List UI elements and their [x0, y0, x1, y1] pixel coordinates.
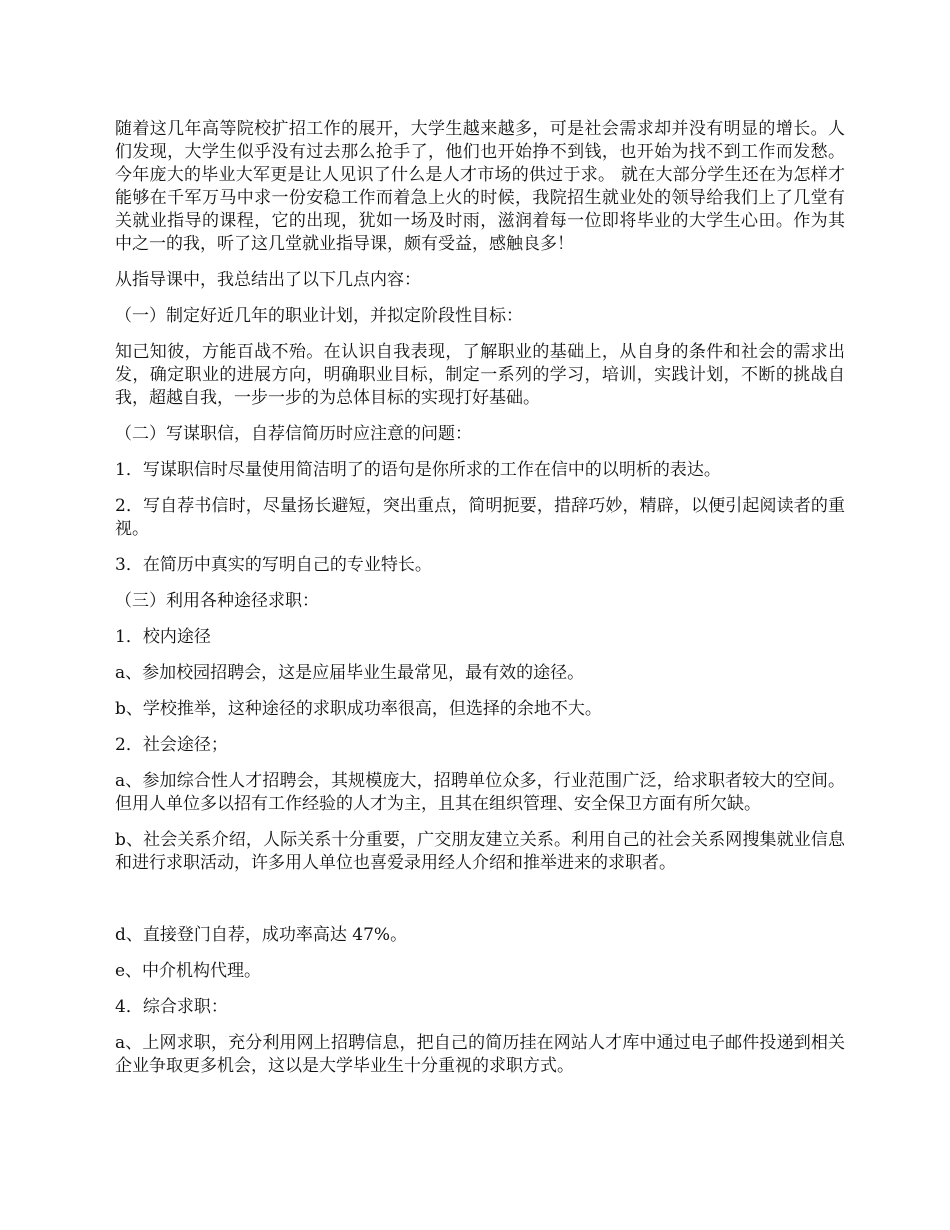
list-item: 2．写自荐书信时，尽量扬长避短，突出重点，简明扼要，措辞巧妙，精辟，以便引起阅读者的重视。 — [115, 496, 845, 539]
list-item: b、学校推举，这种途径的求职成功率很高，但选择的余地不大。 — [115, 699, 602, 719]
section-heading-1: （一）制定好近几年的职业计划，并拟定阶段性目标： — [115, 306, 523, 326]
list-item: a、上网求职，充分利用网上招聘信息，把自己的简历挂在网站人才库中通过电子邮件投递到相关企业争取更多机会，这以是大学毕业生十分重视的求职方式。 — [115, 1033, 845, 1076]
document-body — [115, 118, 845, 1091]
list-item: 3．在简历中真实的写明自己的专业特长。 — [115, 555, 432, 575]
subheading: 1．校内途径 — [115, 627, 211, 647]
section-1-body: 知己知彼，方能百战不殆。在认识自我表现，了解职业的基础上，从自身的条件和社会的需求出发，确定职业的进展方向，明确职业目标，制定一系列的学习，培训，实践计划，不断的挑战自我，超越自我，一步一步的为总体目标的实现打好基础。 — [115, 342, 845, 408]
list-item: a、参加综合性人才招聘会，其规模庞大，招聘单位众多，行业范围广泛，给求职者较大的空间。但用人单位多以招有工作经验的人才为主，且其在组织管理、安全保卫方面有所欠缺。 — [115, 771, 845, 814]
subheading: 2．社会途径； — [115, 735, 228, 755]
summary-lead: 从指导课中，我总结出了以下几点内容： — [115, 270, 421, 290]
list-item: 1．写谋职信时尽量使用简洁明了的语句是你所求的工作在信中的以明析的表达。 — [115, 460, 721, 480]
section-heading-2: （二）写谋职信，自荐信简历时应注意的问题： — [115, 424, 472, 444]
subheading: 4．综合求职： — [115, 997, 228, 1017]
blank-gap — [115, 888, 845, 924]
list-item: b、社会关系介绍，人际关系十分重要，广交朋友建立关系。利用自己的社会关系网搜集就业信息和进行求职活动，许多用人单位也喜爱录用经人介绍和推举进来的求职者。 — [115, 830, 845, 873]
section-heading-3: （三）利用各种途径求职： — [115, 591, 319, 611]
intro-paragraph: 随着这几年高等院校扩招工作的展开，大学生越来越多，可是社会需求却并没有明显的增长。人们发现，大学生似乎没有过去那么抢手了，他们也开始挣不到钱，也开始为找不到工作而发愁。今年庞大的毕业大军更是让人见识了什么是人才市场的供过于求。 就在大部分学生还在为怎样才能够在千军万马中求一份安稳工作而着急上火的时候，我院招生就业处的领导给我们上了几堂有关就业指导的课程，它的出现，犹如一场及时雨，滋润着每一位即将毕业的大学生心田。作为其中之一的我，听了这几堂就业指导课，颇有受益，感触良多！ — [115, 119, 845, 254]
list-item: a、参加校园招聘会，这是应届毕业生最常见，最有效的途径。 — [115, 663, 585, 683]
list-item: e、中介机构代理。 — [115, 961, 262, 981]
list-item: d、直接登门自荐，成功率高达 47%。 — [115, 925, 408, 945]
